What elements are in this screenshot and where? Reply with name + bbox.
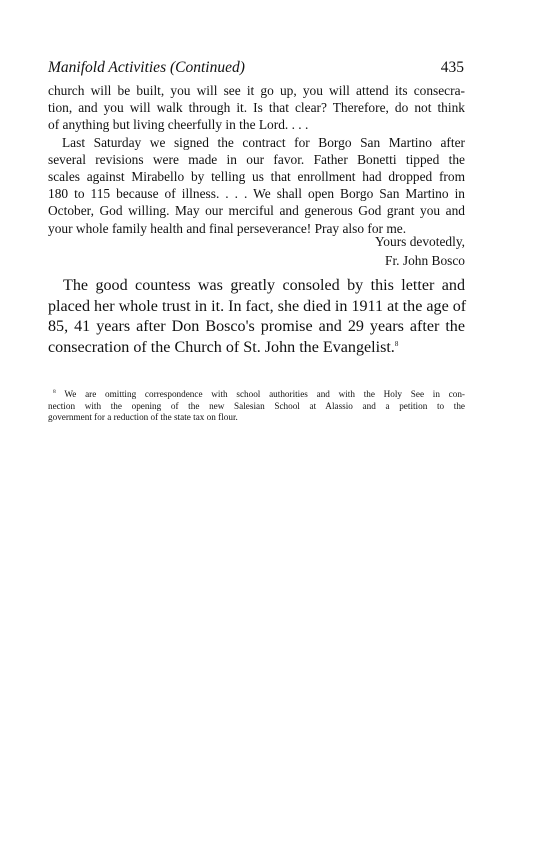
body-paragraph xyxy=(48,276,465,358)
letter-text xyxy=(48,82,465,237)
body-line: 85, 41 years after Don Bosco's promise and 29 years after the xyxy=(48,318,465,336)
running-head xyxy=(48,58,464,80)
letter-closing: Yours devotedly, xyxy=(374,234,465,249)
letter-signature-block xyxy=(340,233,465,270)
footnote-marker: 8 xyxy=(53,389,56,395)
footnote-line: government for a reduction of the state tax on flour. xyxy=(48,412,238,423)
footnote-line: nection with the opening of the new Salesian School at Alassio and a petition to the xyxy=(48,400,465,411)
page-number: 435 xyxy=(440,59,464,76)
letter-line: 180 to 115 because of illness. . . . We shall open Borgo San Martino in xyxy=(48,186,465,202)
body-line: The good countess was greatly consoled by this letter and xyxy=(63,277,465,294)
footnote-reference: 8 xyxy=(394,339,399,348)
letter-line: church will be built, you will see it go up, you will attend its consecra- xyxy=(48,83,465,98)
letter-line: of anything but living cheerfully in the Lord. . . . xyxy=(48,117,309,133)
body-line-last xyxy=(48,338,465,359)
letter-line: Last Saturday we signed the contract for Borgo San Martino after xyxy=(62,134,465,150)
body-line-text: consecration of the Church of St. John the Evangelist. xyxy=(48,338,395,356)
letter-line: several revisions were made in our favor. Father Bonetti tipped the xyxy=(48,151,465,167)
body-line: placed her whole trust in it. In fact, she died in 1911 at the age of xyxy=(48,297,467,315)
running-title: Manifold Activities (Continued) xyxy=(48,59,245,76)
letter-line: scales against Mirabello by telling us that enrollment had dropped from xyxy=(48,169,465,185)
footnote-line-text: We are omitting correspondence with school authorities and with the Holy See in con- xyxy=(64,389,465,399)
letter-line: tion, and you will walk through it. Is that clear? Therefore, do not think xyxy=(48,100,465,116)
letter-line: your whole family health and final perseverance! Pray also for me. xyxy=(48,220,407,236)
footnote xyxy=(48,389,465,424)
letter-signature: Fr. John Bosco xyxy=(385,252,465,268)
letter-line: October, God willing. May our merciful and generous God grant you and xyxy=(48,203,465,219)
footnote-line xyxy=(48,389,465,401)
